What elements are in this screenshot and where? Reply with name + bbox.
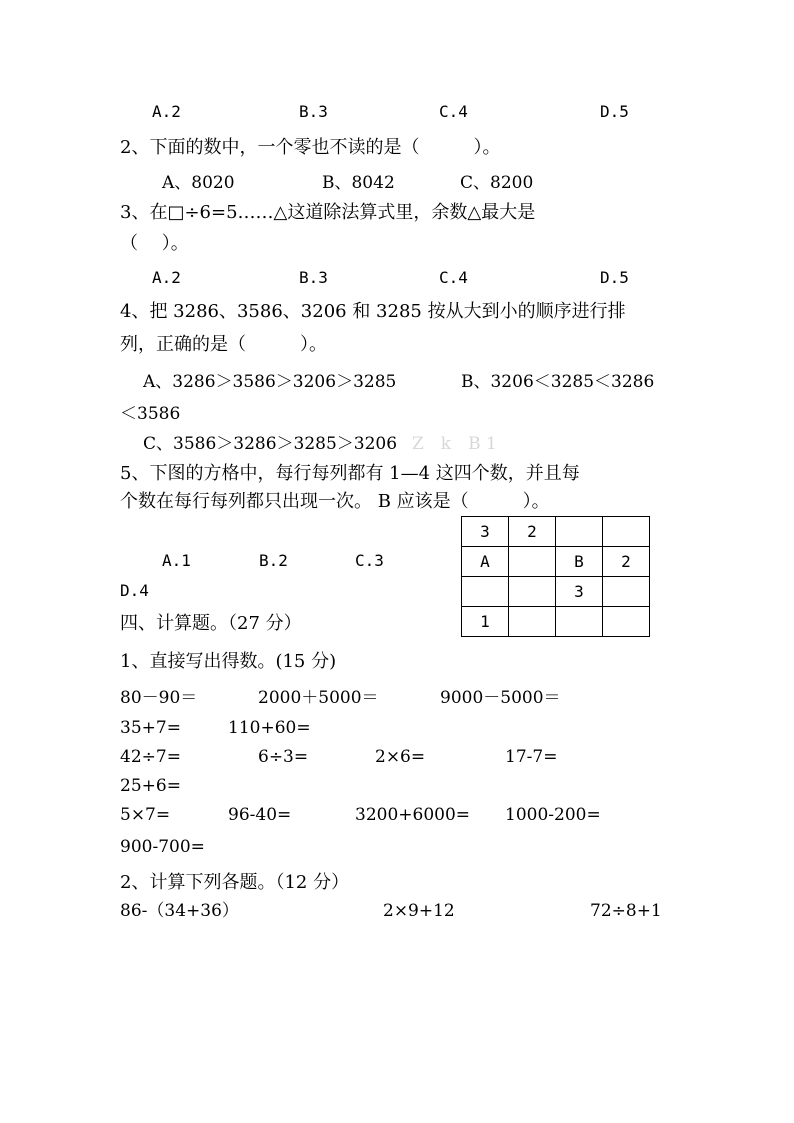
grid-cell: 3 [462, 517, 509, 547]
calc-item: 80－90＝ [120, 688, 198, 708]
q1-option-d: D.5 [600, 102, 629, 121]
q1-option-c: C.4 [439, 102, 468, 121]
calc-item: 25+6= [120, 776, 181, 796]
grid-row [462, 577, 650, 607]
calc-item: 86-（34+36） [120, 901, 239, 921]
grid-cell: 3 [556, 577, 603, 607]
q2-stem: 2、下面的数中，一个零也不读的是（ ）。 [120, 137, 501, 158]
part2-title: 2、计算下列各题。（12 分） [120, 872, 350, 893]
grid-row [462, 547, 650, 577]
q1-option-a: A.2 [152, 102, 181, 121]
calc-item: 72÷8+1 [590, 901, 662, 921]
grid-cell: B [556, 547, 603, 577]
grid-cell [603, 577, 650, 607]
grid-cell [556, 607, 603, 637]
watermark: Z k B 1 [412, 434, 497, 454]
calc-item: 2×9+12 [383, 901, 455, 921]
q3-stem-line2: （ ）。 [120, 233, 189, 254]
number-grid [461, 516, 650, 637]
grid-cell [509, 607, 556, 637]
grid-row [462, 517, 650, 547]
q2-option-c: C、8200 [460, 173, 534, 193]
calc-item: 35+7= [120, 718, 181, 738]
q3-stem-line1: 3、在□÷6=5……△这道除法算式里，余数△最大是 [120, 202, 536, 223]
grid-cell [603, 517, 650, 547]
q5-option-d: D.4 [120, 581, 149, 600]
grid-cell: 2 [603, 547, 650, 577]
q4-stem-line2: 列，正确的是（ ）。 [120, 334, 327, 355]
q5-stem-line2: 个数在每行每列都只出现一次。 B 应该是（ ）。 [120, 491, 550, 512]
calc-item: 17-7= [505, 747, 558, 767]
grid-row [462, 607, 650, 637]
calc-item: 9000－5000＝ [440, 688, 561, 708]
calc-item: 2×6= [375, 747, 426, 767]
grid-cell [509, 547, 556, 577]
grid-cell [509, 577, 556, 607]
q4-stem-line1: 4、把 3286、3586、3206 和 3285 按从大到小的顺序进行排 [120, 301, 626, 322]
q4-option-b: B、3206＜3285＜3286 [461, 372, 655, 392]
q5-option-a: A.1 [162, 551, 191, 570]
q4-option-c: C、3586＞3286＞3285＞3206 [143, 434, 398, 454]
q5-stem-line1: 5、下图的方格中，每行每列都有 1—4 这四个数，并且每 [120, 463, 580, 484]
q5-option-c: C.3 [355, 551, 384, 570]
calc-item: 96-40= [228, 805, 292, 825]
part1-title: 1、直接写出得数。(15 分) [120, 651, 337, 672]
calc-item: 2000＋5000＝ [258, 688, 379, 708]
q4-option-a: A、3286＞3586＞3206＞3285 [143, 372, 397, 392]
q4-option-b-wrap: ＜3586 [120, 404, 181, 424]
calc-item: 900-700= [120, 837, 205, 857]
grid-cell [556, 517, 603, 547]
grid-cell: 2 [509, 517, 556, 547]
q2-option-a: A、8020 [162, 173, 235, 193]
q5-option-b: B.2 [259, 551, 288, 570]
calc-item: 110+60= [228, 718, 311, 738]
q3-option-c: C.4 [439, 268, 468, 287]
grid-cell: A [462, 547, 509, 577]
calc-item: 3200+6000= [355, 805, 471, 825]
section4-title: 四、计算题。（27 分） [120, 613, 302, 634]
q3-option-d: D.5 [600, 268, 629, 287]
calc-item: 6÷3= [258, 747, 309, 767]
calc-item: 42÷7= [120, 747, 181, 767]
grid-cell [462, 577, 509, 607]
q3-option-a: A.2 [152, 268, 181, 287]
q1-option-b: B.3 [299, 102, 328, 121]
calc-item: 5×7= [120, 805, 171, 825]
q3-option-b: B.3 [299, 268, 328, 287]
grid-cell: 1 [462, 607, 509, 637]
calc-item: 1000-200= [505, 805, 601, 825]
q2-option-b: B、8042 [322, 173, 395, 193]
grid-cell [603, 607, 650, 637]
